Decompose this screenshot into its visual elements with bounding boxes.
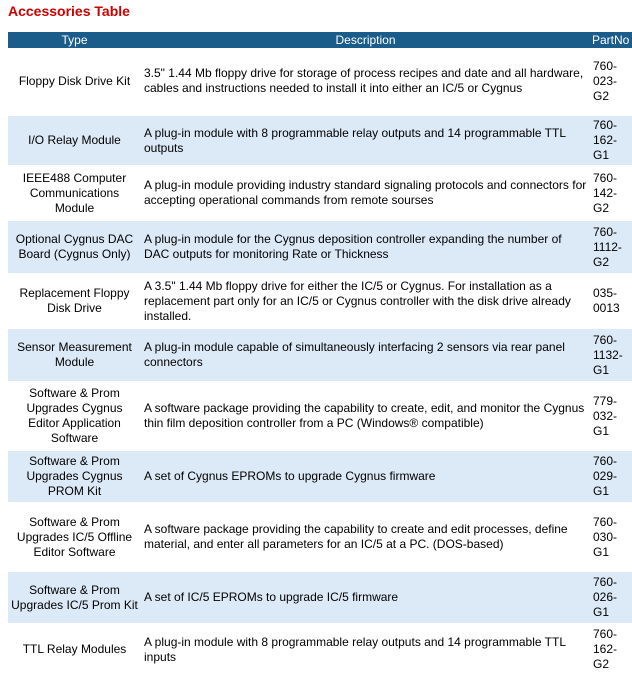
- description-cell: A set of Cygnus EPROMs to upgrade Cygnus firmware: [141, 451, 590, 504]
- type-cell: Software & Prom Upgrades IC/5 Offline Editor Software: [8, 504, 141, 572]
- partno-cell: 760- 162-G1: [590, 116, 632, 167]
- accessories-table: [8, 32, 632, 676]
- table-row: [8, 572, 632, 625]
- description-cell: A plug-in module for the Cygnus deposition controller expanding the number of DAC outputs for monitoring Rate or Thickness: [141, 221, 590, 275]
- table-row: [8, 116, 632, 167]
- column-header-type: Type: [8, 32, 141, 48]
- table-row: [8, 329, 632, 383]
- type-cell: TTL Relay Modules: [8, 625, 141, 676]
- description-cell: A software package providing the capability to create, edit, and monitor the Cygnus thin film deposition controller from a PC (Windows® compatible): [141, 383, 590, 451]
- partno-cell: 760- 1112- G2: [590, 221, 632, 275]
- table-row: [8, 504, 632, 572]
- column-header-description: Description: [141, 32, 590, 48]
- partno-cell: 760- 1132- G1: [590, 329, 632, 383]
- description-cell: A plug-in module capable of simultaneously interfacing 2 sensors via rear panel connectors: [141, 329, 590, 383]
- table-row: [8, 451, 632, 504]
- description-cell: 3.5" 1.44 Mb floppy drive for storage of process recipes and date and all hardware, cables and instructions needed to install it into either an IC/5 or Cygnus: [141, 48, 590, 116]
- column-header-partno: PartNo: [590, 32, 632, 48]
- partno-cell: 760- 029-G1: [590, 451, 632, 504]
- description-cell: A software package providing the capability to create and edit processes, define material, and enter all parameters for an IC/5 at a PC. (DOS-based): [141, 504, 590, 572]
- description-cell: A plug-in module with 8 programmable relay outputs and 14 programmable TTL inputs: [141, 625, 590, 676]
- partno-cell: 760- 162-G2: [590, 625, 632, 676]
- partno-cell: 779- 032-G1: [590, 383, 632, 451]
- header-row: [8, 32, 632, 48]
- partno-cell: 760- 023-G2: [590, 48, 632, 116]
- description-cell: A 3.5" 1.44 Mb floppy drive for either the IC/5 or Cygnus. For installation as a replacement part only for an IC/5 or Cygnus controller with the disk drive already installed.: [141, 275, 590, 329]
- page-title: Accessories Table: [8, 3, 130, 19]
- table-row: [8, 221, 632, 275]
- partno-cell: 760- 030-G1: [590, 504, 632, 572]
- type-cell: Software & Prom Upgrades IC/5 Prom Kit: [8, 572, 141, 625]
- partno-cell: 760- 142-G2: [590, 167, 632, 221]
- type-cell: Replacement Floppy Disk Drive: [8, 275, 141, 329]
- description-cell: A set of IC/5 EPROMs to upgrade IC/5 firmware: [141, 572, 590, 625]
- table-body: [8, 48, 632, 676]
- type-cell: Optional Cygnus DAC Board (Cygnus Only): [8, 221, 141, 275]
- table-row: [8, 48, 632, 116]
- type-cell: I/O Relay Module: [8, 116, 141, 167]
- table-row: [8, 275, 632, 329]
- table-header: [8, 32, 632, 48]
- partno-cell: 035- 0013: [590, 275, 632, 329]
- table-row: [8, 625, 632, 676]
- type-cell: Software & Prom Upgrades Cygnus PROM Kit: [8, 451, 141, 504]
- type-cell: Floppy Disk Drive Kit: [8, 48, 141, 116]
- type-cell: Sensor Measurement Module: [8, 329, 141, 383]
- type-cell: Software & Prom Upgrades Cygnus Editor Application Software: [8, 383, 141, 451]
- type-cell: IEEE488 Computer Communications Module: [8, 167, 141, 221]
- table-row: [8, 167, 632, 221]
- description-cell: A plug-in module providing industry standard signaling protocols and connectors for accepting operational commands from remote sourses: [141, 167, 590, 221]
- partno-cell: 760- 026-G1: [590, 572, 632, 625]
- description-cell: A plug-in module with 8 programmable relay outputs and 14 programmable TTL outputs: [141, 116, 590, 167]
- table-row: [8, 383, 632, 451]
